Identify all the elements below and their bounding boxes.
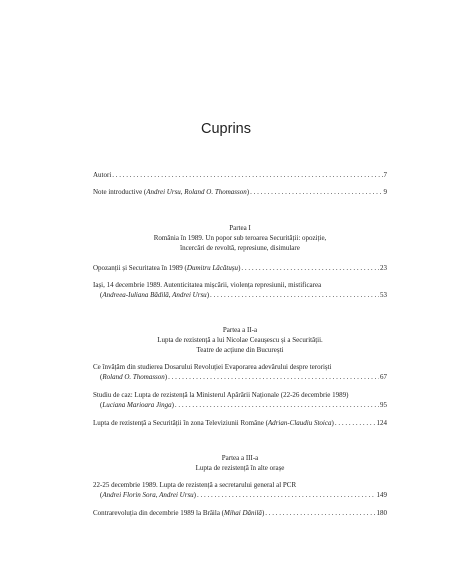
- toc-page-number: 9: [383, 188, 387, 196]
- leader-dots: [335, 418, 376, 428]
- toc-entry-text: Note introductive (Andrei Ursu, Roland O. Thomasson): [93, 188, 250, 196]
- toc-entry-text: Autori: [93, 171, 112, 179]
- toc-entry-text: Iași, 14 decembrie 1989. Autenticitatea mișcării, violența represiunii, mistificarea: [93, 281, 322, 289]
- toc-entry-text: Studiu de caz: Lupta de rezistență la Ministerul Apărării Naționale (22-26 decembrie 1989): [93, 391, 349, 399]
- toc-entry-autori[interactable]: [93, 170, 387, 180]
- toc-entry-text: (Andrei Florin Sora, Andrei Ursu): [100, 491, 197, 499]
- toc-entry-text: Contrarevoluția din decembrie 1989 la Brăila (Mihai Dănilă): [93, 509, 265, 517]
- toc-page-number: 7: [383, 171, 387, 179]
- leader-dots: [250, 187, 382, 197]
- leader-dots: [210, 290, 379, 300]
- toc-entry-22-25-decembrie[interactable]: [93, 480, 387, 500]
- toc-entry-text: 22-25 decembrie 1989. Lupta de rezistență a secretarului general al PCR: [93, 481, 297, 489]
- leader-dots: [168, 372, 379, 382]
- toc-entry-author: Roland O. Thomasson: [102, 373, 165, 381]
- toc-page-number: 23: [380, 264, 387, 272]
- toc-entry-text: (Andreea-Iuliana Bădilă, Andrei Ursu): [100, 291, 210, 299]
- leader-dots: [175, 400, 379, 410]
- toc-entry-author: Mihai Dănilă: [224, 509, 262, 517]
- part-label: Partea a II-a: [222, 326, 258, 334]
- toc-page-number: 67: [380, 373, 387, 381]
- part-title-line: Lupta de rezistență a lui Nicolae Ceaușescu și a Securității.: [157, 336, 323, 344]
- toc-page-number: 95: [380, 401, 387, 409]
- leader-dots: [197, 490, 375, 500]
- part-title-line: Lupta de rezistență în alte orașe: [195, 464, 285, 472]
- toc-entry-text: Ce învățăm din studierea Dosarului Revoluției Evaporarea adevărului despre teroriști: [93, 363, 332, 371]
- toc-entry-opozantii[interactable]: [93, 263, 387, 273]
- toc-entry-text: (Roland O. Thomasson): [100, 373, 168, 381]
- toc-entry-note-introductive[interactable]: [93, 187, 387, 197]
- toc-entry-author: Luciana Marioara Jinga: [102, 401, 172, 409]
- toc-entry-iasi[interactable]: [93, 280, 387, 300]
- toc-page-number: 149: [376, 491, 387, 499]
- toc-entry-text: Opozanții și Securitatea în 1989 (Dumitru Lăcătușu): [93, 264, 241, 272]
- leader-dots: [241, 263, 379, 273]
- toc-entry-studiu-de-caz[interactable]: [93, 390, 387, 410]
- part-3-heading: [93, 453, 387, 473]
- toc-entry-braila[interactable]: [93, 508, 387, 518]
- toc-entry-text: (Luciana Marioara Jinga): [100, 401, 174, 409]
- part-title-line: Teatre de acțiune din București: [196, 346, 284, 354]
- part-title-line: România în 1989. Un popor sub teroarea Securității: opoziție,: [153, 234, 327, 242]
- leader-dots: [112, 170, 382, 180]
- toc-entry-author: Adrian-Claudiu Stoica: [267, 419, 332, 427]
- toc-page-number: 124: [376, 419, 387, 427]
- part-2-heading: [93, 325, 387, 355]
- toc-entry-text: Lupta de rezistență a Securității în zona Televiziunii Române (Adrian-Claudiu Stoica): [93, 419, 334, 427]
- toc-entry-author: Andreea-Iuliana Bădilă, Andrei Ursu: [102, 291, 207, 299]
- page-title: Cuprins: [201, 121, 251, 137]
- toc-page-number: 180: [376, 509, 387, 517]
- part-label: Partea I: [229, 224, 251, 232]
- toc-entry-author: Andrei Ursu, Roland O. Thomasson: [146, 188, 247, 196]
- part-1-heading: [93, 223, 387, 253]
- toc-entry-author: Andrei Florin Sora, Andrei Ursu: [102, 491, 194, 499]
- toc-page-number: 53: [380, 291, 387, 299]
- toc-entry-televiziune[interactable]: [93, 418, 387, 428]
- toc-entry-ce-invatam[interactable]: [93, 362, 387, 382]
- leader-dots: [265, 508, 375, 518]
- part-title-line: încercări de revoltă, represiune, disimulare: [180, 244, 300, 252]
- toc-entry-author: Dumitru Lăcătușu: [186, 264, 239, 272]
- part-label: Partea a III-a: [221, 454, 259, 462]
